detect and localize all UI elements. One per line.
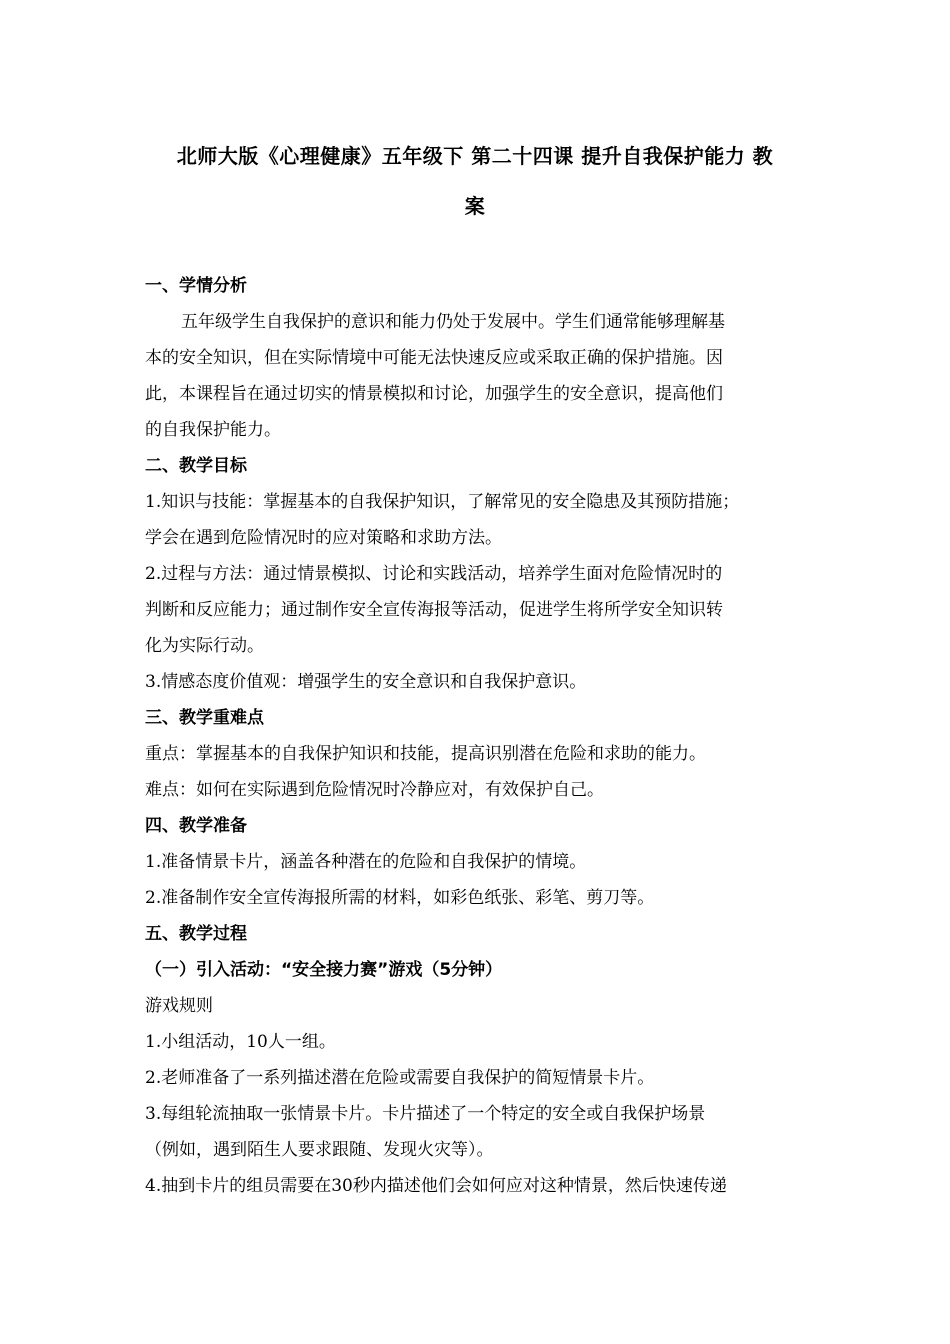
section-heading-key-points: 三、教学重难点: [145, 708, 264, 728]
paragraph-line: 的自我保护能力。: [145, 420, 281, 440]
paragraph-line: （例如，遇到陌生人要求跟随、发现火灾等）。: [145, 1140, 494, 1160]
paragraph-line: 1.知识与技能：掌握基本的自我保护知识，了解常见的安全隐患及其预防措施；: [145, 492, 740, 512]
paragraph-line: 此，本课程旨在通过切实的情景模拟和讨论，加强学生的安全意识，提高他们: [145, 384, 723, 404]
section-heading-process: 五、教学过程: [145, 924, 247, 944]
paragraph-line: 本的安全知识，但在实际情境中可能无法快速反应或采取正确的保护措施。因: [145, 348, 723, 368]
paragraph-line: 判断和反应能力；通过制作安全宣传海报等活动，促进学生将所学安全知识转: [145, 600, 723, 620]
title-line-2: 案: [464, 194, 486, 218]
paragraph-line: 1.准备情景卡片，涵盖各种潜在的危险和自我保护的情境。: [145, 852, 587, 872]
paragraph-line: 五年级学生自我保护的意识和能力仍处于发展中。学生们通常能够理解基: [181, 312, 725, 332]
section-heading-objectives: 二、教学目标: [145, 456, 247, 476]
section-heading-preparation: 四、教学准备: [145, 816, 247, 836]
paragraph-line: 3.情感态度价值观：增强学生的安全意识和自我保护意识。: [145, 672, 587, 692]
paragraph-line: 2.老师准备了一系列描述潜在危险或需要自我保护的简短情景卡片。: [145, 1068, 655, 1088]
paragraph-line: 3.每组轮流抽取一张情景卡片。卡片描述了一个特定的安全或自我保护场景: [145, 1104, 706, 1124]
document-title: [120, 131, 830, 231]
document-body: [145, 268, 810, 1204]
paragraph-line: 化为实际行动。: [145, 636, 264, 656]
subsection-heading-intro-activity: （一）引入活动：“安全接力赛”游戏（5分钟）: [145, 960, 503, 980]
paragraph-line: 2.过程与方法：通过情景模拟、讨论和实践活动，培养学生面对危险情况时的: [145, 564, 723, 584]
paragraph-line: 学会在遇到危险情况时的应对策略和求助方法。: [145, 528, 502, 548]
paragraph-line: 1.小组活动，10人一组。: [145, 1032, 336, 1052]
section-heading-learner-analysis: 一、学情分析: [145, 276, 247, 296]
paragraph-line: 4.抽到卡片的组员需要在30秒内描述他们会如何应对这种情景，然后快速传递: [145, 1176, 727, 1196]
title-line-1: 北师大版《心理健康》五年级下 第二十四课 提升自我保护能力 教: [176, 144, 774, 168]
paragraph-line: 难点：如何在实际遇到危险情况时冷静应对，有效保护自己。: [145, 780, 604, 800]
paragraph-line: 2.准备制作安全宣传海报所需的材料，如彩色纸张、彩笔、剪刀等。: [145, 888, 655, 908]
paragraph-line: 游戏规则: [145, 996, 213, 1016]
paragraph-line: 重点：掌握基本的自我保护知识和技能，提高识别潜在危险和求助的能力。: [145, 744, 706, 764]
